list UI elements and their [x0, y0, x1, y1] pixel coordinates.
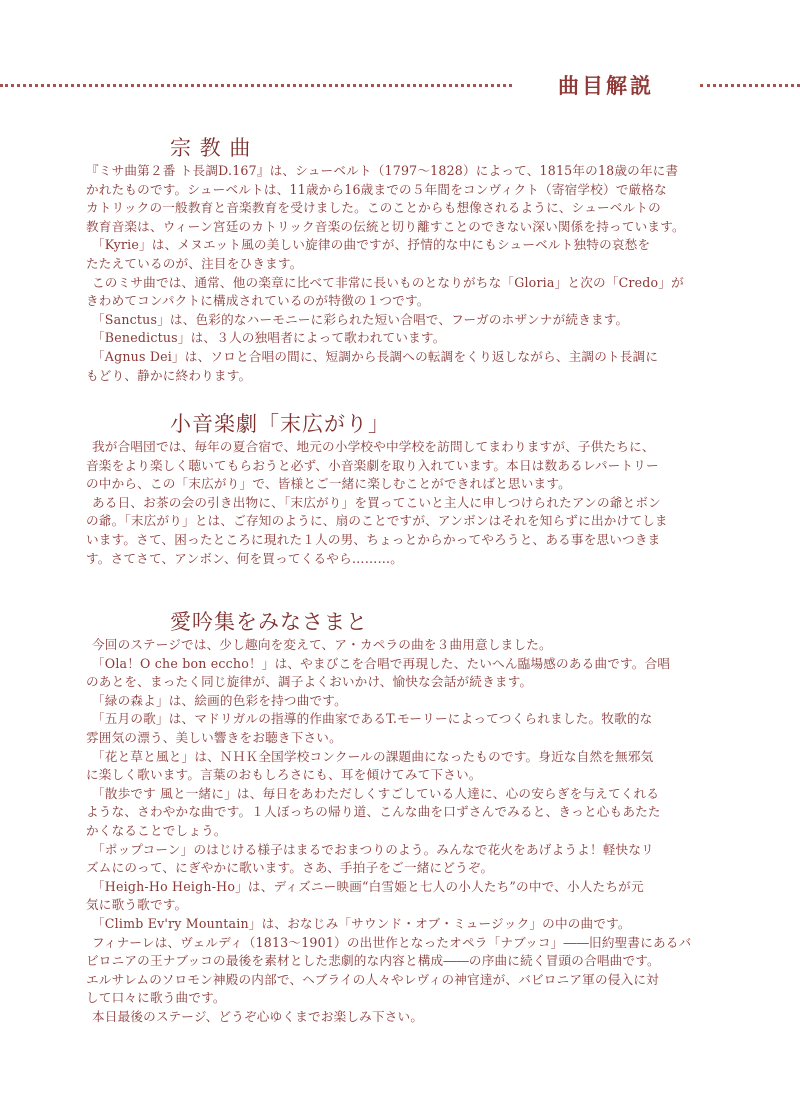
paragraph-line: かくなることでしょう。	[86, 822, 227, 838]
paragraph-line: 気に歌う歌です。	[86, 897, 188, 913]
paragraph-line: す。さてさて、アンボン、何を買ってくるやら………。	[86, 550, 404, 566]
paragraph-line: 「Heigh-Ho Heigh-Ho」は、ディズニー映画“白雪姫と七人の小人たち”の中で、小人たちが元	[92, 878, 644, 894]
header-dotted-rule-left	[0, 84, 512, 87]
paragraph-line: 「Agnus Dei」は、ソロと合唱の間に、短調から長調への転調をくり返しながら、主調のト長調に	[92, 348, 659, 364]
paragraph-line: 「Sanctus」は、色彩的なハーモニーに彩られた短い合唱で、フーガのホザンナが続きます。	[92, 311, 629, 327]
section-title-small-music-drama: 小音楽劇「末広がり」	[170, 412, 390, 436]
header-title: 曲目解説	[558, 74, 654, 98]
paragraph-line: たたえているのが、注目をひきます。	[86, 255, 303, 271]
paragraph-line: して口々に歌う曲です。	[86, 990, 226, 1006]
paragraph-line: ズムにのって、にぎやかに歌います。さあ、手拍子をご一緒にどうぞ。	[86, 860, 494, 876]
paragraph-line: 音楽をより楽しく聴いてもらおうと必ず、小音楽劇を取り入れています。本日は数あるレパートリー	[86, 457, 659, 473]
paragraph-line: の爺。「末広がり」とは、ご存知のように、扇のことですが、アンボンはそれを知らずに出かけてしま	[86, 513, 668, 529]
paragraph-line: 「散歩です 風と一緒に」は、毎日をあわただしくすごしている人達に、心の安らぎを与えてくれる	[92, 785, 660, 801]
paragraph-line: かれたものです。シューベルトは、11歳から16歳までの５年間をコンヴィクト（寄宿学校）で厳格な	[86, 181, 667, 197]
paragraph-line: 「Ola！O che bon eccho！」は、やまびこを合唱で再現した、たいへん臨場感のある曲です。合唱	[92, 655, 671, 671]
paragraph-line: います。さて、困ったところに現れた１人の男、ちょっとからかってやろうと、ある事を思いつきま	[86, 531, 661, 547]
paragraph-line: 雰囲気の漂う、美しい響きをお聴き下さい。	[86, 729, 342, 745]
paragraph-line: 「花と草と風と」は、ＮＨＫ全国学校コンクールの課題曲になったものです。身近な自然を無邪気	[92, 748, 654, 764]
paragraph-line: の中から、この「末広がり」で、皆様とご一緒に楽しむことができればと思います。	[86, 476, 571, 492]
paragraph-line: エルサレムのソロモン神殿の内部で、ヘブライの人々やレヴィの神官達が、バビロニア軍の侵入に対	[86, 971, 659, 987]
paragraph-line: もどり、静かに終わります。	[86, 367, 252, 383]
paragraph-line: 「五月の歌」は、マドリガルの指導的作曲家であるT.モーリーによってつくられました。牧歌的な	[92, 711, 653, 727]
paragraph-line: のあとを、まったく同じ旋律が、調子よくおいかけ、愉快な会話が続きます。	[86, 674, 533, 690]
paragraph-line: ビロニアの王ナブッコの最後を素材とした悲劇的な内容と構成――の序曲に続く冒頭の合唱曲です。	[86, 953, 660, 969]
paragraph-line: 今回のステージでは、少し趣向を変えて、ア・カペラの曲を３曲用意しました。	[92, 637, 552, 652]
paragraph-line: このミサ曲では、通常、他の楽章に比べて非常に長いものとなりがちな「Gloria」と次の「Credo」が	[92, 274, 684, 290]
paragraph-line: 「Kyrie」は、メヌエット風の美しい旋律の曲ですが、抒情的な中にもシューベルト独特の哀愁を	[92, 237, 651, 253]
paragraph-line: 「ポップコーン」のはじける様子はまるでおまつりのよう。みんなで花火をあげようよ！軽快なリ	[92, 841, 654, 857]
section-body-aiginshu	[86, 636, 792, 1026]
header-dotted-rule-right	[700, 84, 800, 87]
paragraph-line: 本日最後のステージ、どうぞ心ゆくまでお楽しみ下さい。	[92, 1008, 424, 1024]
paragraph-line: 教育音楽は、ウィーン宮廷のカトリック音楽の伝統と切り離すことのできない深い関係を持っています。	[86, 218, 685, 234]
paragraph-line: きわめてコンパクトに構成されているのが特徴の１つです。	[86, 293, 430, 309]
section-title-religious: 宗 教 曲	[170, 136, 252, 160]
section-body-religious	[86, 162, 792, 385]
paragraph-line: 「緑の森よ」は、絵画的色彩を持つ曲です。	[92, 692, 347, 708]
paragraph-line: 「Benedictus」は、３人の独唱者によって歌われています。	[92, 330, 446, 346]
paragraph-line: 「Climb Ev'ry Mountain」は、おなじみ「サウンド・オブ・ミュージック」の中の曲です。	[92, 915, 631, 931]
paragraph-line: フィナーレは、ヴェルディ（1813～1901）の出世作となったオペラ「ナブッコ」――旧約聖書にあるバ	[92, 934, 692, 950]
section-body-small-music-drama	[86, 438, 792, 568]
paragraph-line: 我が合唱団では、毎年の夏合宿で、地元の小学校や中学校を訪問してまわりますが、子供たちに、	[92, 439, 655, 454]
paragraph-line: ような、さわやかな曲です。１人ぼっちの帰り道、こんな曲を口ずさんでみると、きっと心もあたた	[86, 804, 661, 820]
section-title-aiginshu: 愛吟集をみなさまと	[170, 610, 368, 634]
paragraph-line: カトリックの一般教育と音楽教育を受けました。このことからも想像されるように、シューベルトの	[86, 200, 661, 216]
paragraph-line: ある日、お茶の会の引き出物に、「末広がり」を買ってこいと主人に申しつけられたアンの爺とボン	[92, 494, 661, 510]
paragraph-line: に楽しく歌います。言葉のおもしろさにも、耳を傾けてみて下さい。	[86, 767, 482, 783]
paragraph-line: 『ミサ曲第２番 ト長調D.167』は、シューベルト（1797～1828）によって、1815年の18歳の年に書	[86, 163, 679, 178]
